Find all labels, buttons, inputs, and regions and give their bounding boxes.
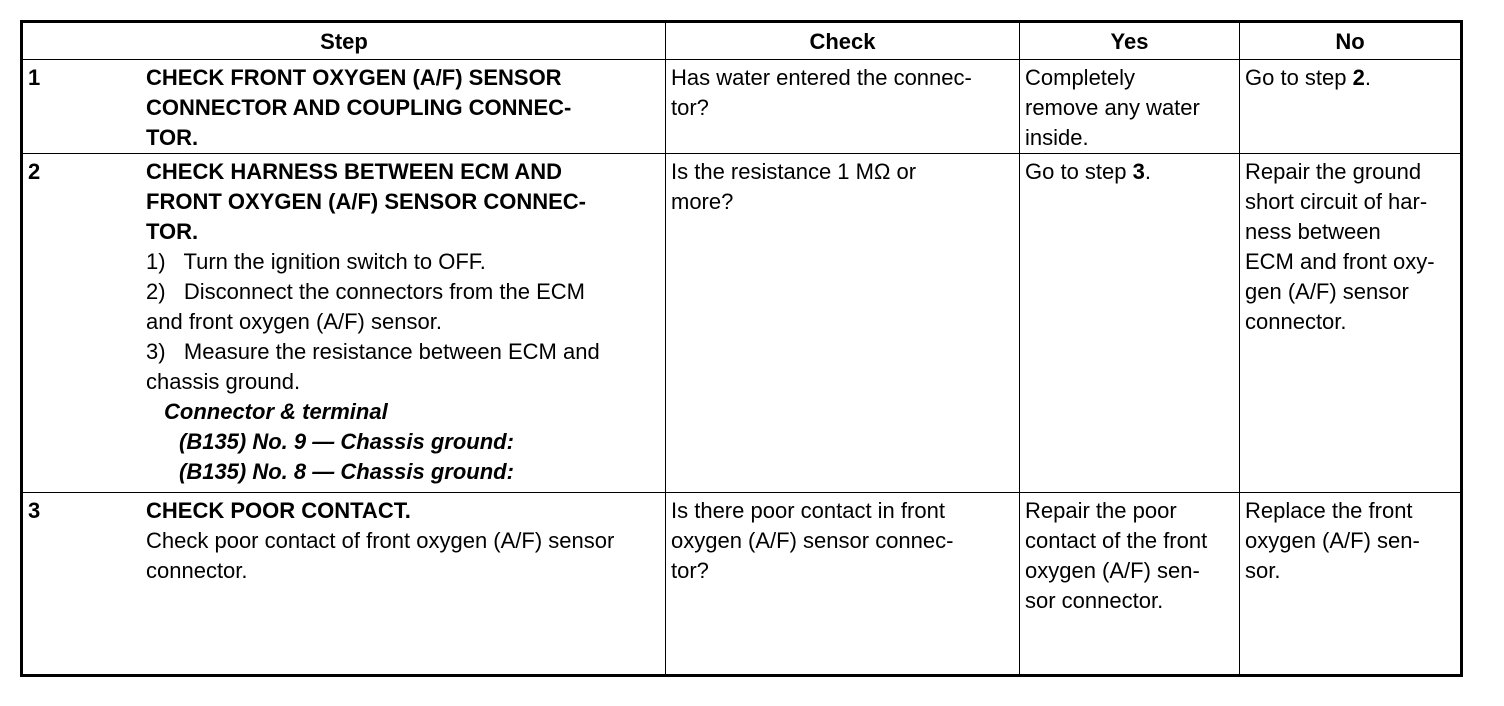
step-reference: 2 xyxy=(1352,65,1365,90)
step-title-line: CONNECTOR AND COUPLING CONNEC- xyxy=(146,95,572,120)
header-step: Step xyxy=(22,22,666,60)
check-line: tor? xyxy=(671,558,709,583)
step-number: 3 xyxy=(28,498,41,523)
yes-line: Completely xyxy=(1025,65,1136,90)
step-title-line: CHECK POOR CONTACT. xyxy=(146,498,411,523)
step-cell xyxy=(22,493,666,676)
table-row xyxy=(22,493,1462,676)
yes-line: remove any water xyxy=(1025,95,1200,120)
check-line: Has water entered the connec- xyxy=(671,65,972,90)
no-cell xyxy=(1240,154,1462,493)
connector-terminal-item: (B135) No. 9 — Chassis ground: xyxy=(179,429,514,454)
step-cell xyxy=(22,60,666,154)
no-text: Go to step xyxy=(1245,65,1353,90)
yes-cell xyxy=(1020,493,1240,676)
step-title-line: TOR. xyxy=(146,125,199,150)
step-title-line: FRONT OXYGEN (A/F) SENSOR CONNEC- xyxy=(146,189,587,214)
no-line: sor. xyxy=(1245,558,1281,583)
yes-line: contact of the front xyxy=(1025,528,1208,553)
step-body-line: 2) Disconnect the connectors from the ECM xyxy=(146,279,585,304)
connector-terminal-heading: Connector & terminal xyxy=(164,399,388,424)
step-title-line: CHECK HARNESS BETWEEN ECM AND xyxy=(146,159,562,184)
step-number: 1 xyxy=(28,65,41,90)
step-body-line: chassis ground. xyxy=(146,369,301,394)
table-row xyxy=(22,60,1462,154)
no-line: Repair the ground xyxy=(1245,159,1422,184)
step-cell xyxy=(22,154,666,493)
yes-line: inside. xyxy=(1025,125,1089,150)
table-row xyxy=(22,154,1462,493)
no-line: ness between xyxy=(1245,219,1381,244)
yes-line: oxygen (A/F) sen- xyxy=(1025,558,1200,583)
check-line: oxygen (A/F) sensor connec- xyxy=(671,528,954,553)
no-line: short circuit of har- xyxy=(1245,189,1428,214)
no-cell xyxy=(1240,60,1462,154)
header-yes: Yes xyxy=(1020,22,1240,60)
connector-terminal-item: (B135) No. 8 — Chassis ground: xyxy=(179,459,514,484)
no-line: ECM and front oxy- xyxy=(1245,249,1435,274)
step-body-line: connector. xyxy=(146,558,248,583)
no-cell xyxy=(1240,493,1462,676)
check-cell xyxy=(666,154,1020,493)
check-line: tor? xyxy=(671,95,709,120)
check-cell xyxy=(666,493,1020,676)
step-reference: 3 xyxy=(1132,159,1145,184)
step-title-line: TOR. xyxy=(146,219,199,244)
check-line: Is there poor contact in front xyxy=(671,498,945,523)
step-body-line: and front oxygen (A/F) sensor. xyxy=(146,309,442,334)
yes-cell xyxy=(1020,60,1240,154)
header-check: Check xyxy=(666,22,1020,60)
diagnostic-table xyxy=(20,20,1463,677)
step-body-line: 1) Turn the ignition switch to OFF. xyxy=(146,249,486,274)
yes-line: sor connector. xyxy=(1025,588,1164,613)
no-text-suffix: . xyxy=(1364,65,1371,90)
step-body-line: Check poor contact of front oxygen (A/F) sensor xyxy=(146,528,615,553)
yes-text: Go to step xyxy=(1025,159,1133,184)
step-title-line: CHECK FRONT OXYGEN (A/F) SENSOR xyxy=(146,65,562,90)
no-line: gen (A/F) sensor xyxy=(1245,279,1409,304)
yes-cell xyxy=(1020,154,1240,493)
step-number: 2 xyxy=(28,159,41,184)
no-line: connector. xyxy=(1245,309,1347,334)
step-body-line: 3) Measure the resistance between ECM and xyxy=(146,339,600,364)
check-cell xyxy=(666,60,1020,154)
check-line: more? xyxy=(671,189,734,214)
header-row xyxy=(22,22,1462,60)
yes-line: Repair the poor xyxy=(1025,498,1177,523)
no-line: Replace the front xyxy=(1245,498,1413,523)
yes-text-suffix: . xyxy=(1144,159,1151,184)
header-no: No xyxy=(1240,22,1462,60)
check-line: Is the resistance 1 MΩ or xyxy=(671,159,917,184)
no-line: oxygen (A/F) sen- xyxy=(1245,528,1420,553)
